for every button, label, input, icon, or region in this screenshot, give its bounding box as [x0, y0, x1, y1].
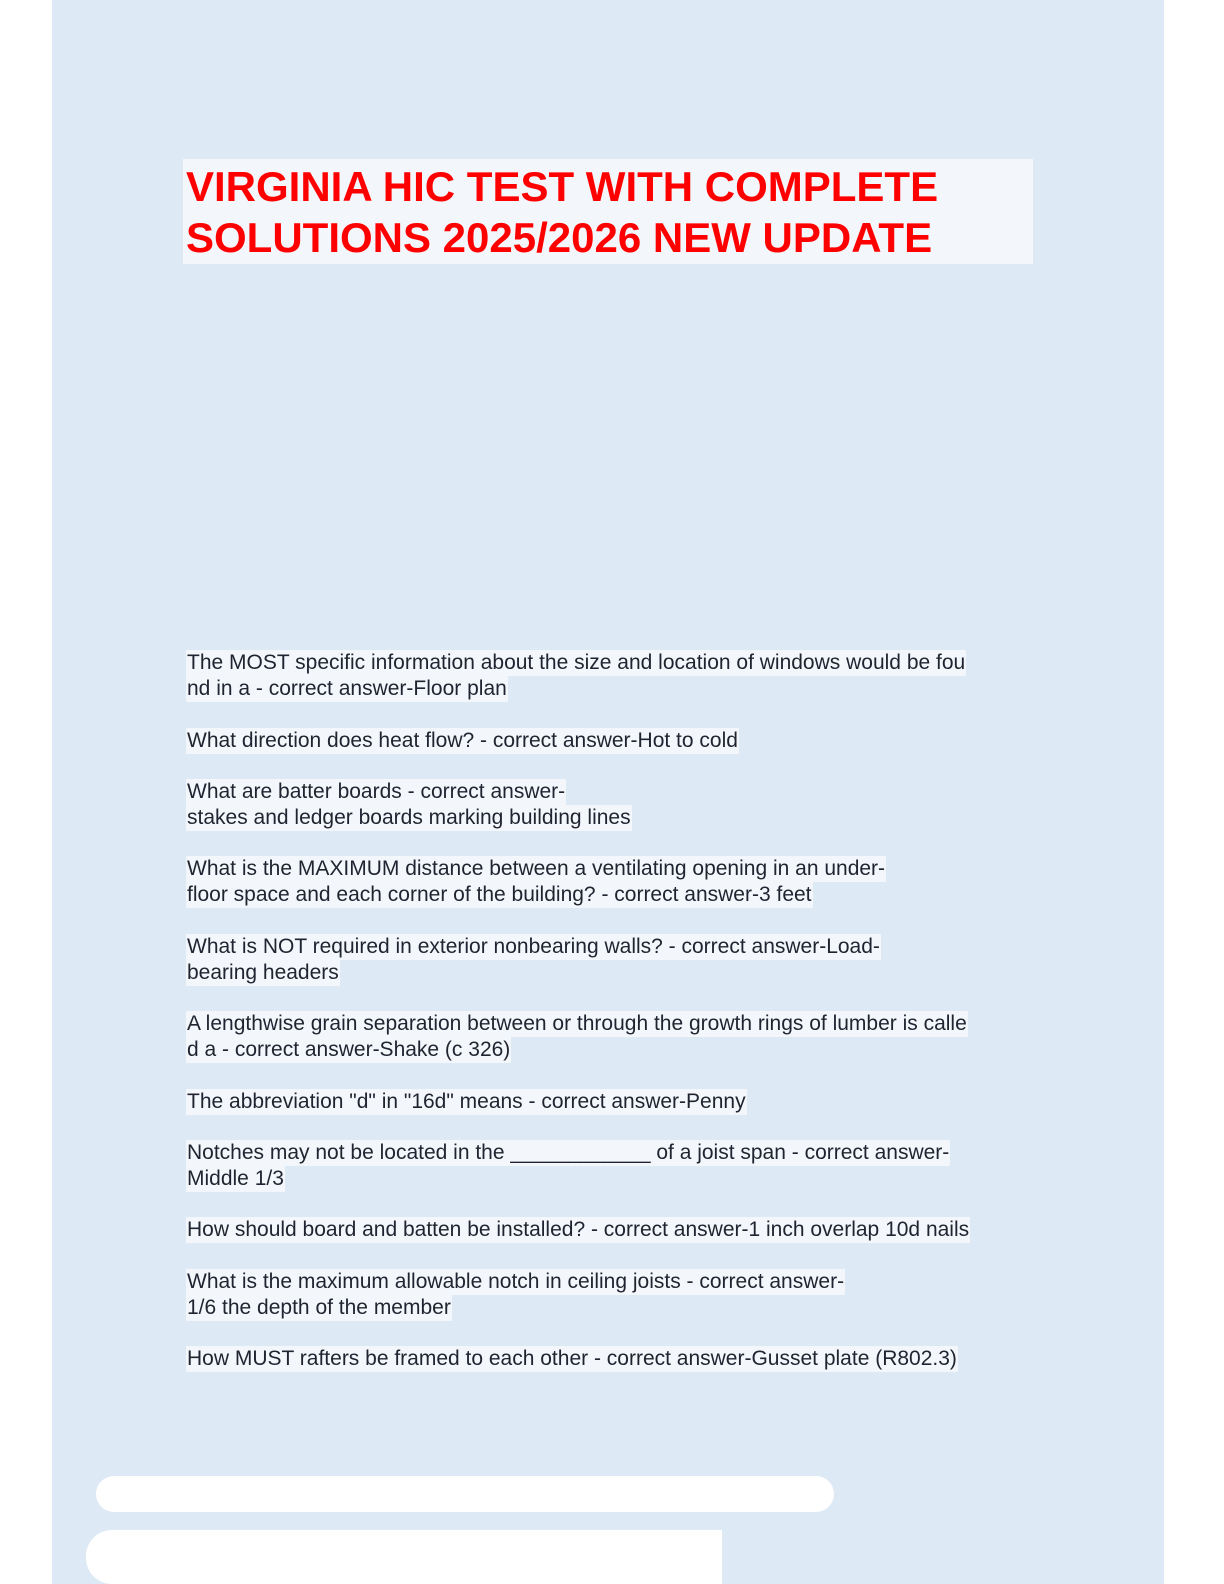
qa-line: How MUST rafters be framed to each other - correct answer-Gusset plate (R802.3): [187, 1347, 957, 1370]
qa-line: The MOST specific information about the size and location of windows would be fou: [187, 651, 966, 674]
qa-line: Notches may not be located in the ____________ of a joist span - correct answer-: [187, 1141, 950, 1164]
qa-line: What is the MAXIMUM distance between a ventilating opening in an under-: [187, 857, 886, 880]
qa-line: A lengthwise grain separation between or through the growth rings of lumber is calle: [187, 1012, 967, 1035]
qa-line: bearing headers: [187, 961, 339, 984]
qa-line: 1/6 the depth of the member: [187, 1296, 451, 1319]
document-title-line-2: SOLUTIONS 2025/2026 NEW UPDATE: [186, 214, 933, 261]
qa-line: d a - correct answer-Shake (c 326): [187, 1038, 511, 1061]
document-title-line-1: VIRGINIA HIC TEST WITH COMPLETE: [186, 163, 939, 210]
qa-line: Middle 1/3: [187, 1167, 284, 1190]
qa-line: What are batter boards - correct answer-: [187, 780, 566, 803]
qa-line: What is NOT required in exterior nonbearing walls? - correct answer-Load-: [187, 935, 880, 958]
qa-line: The abbreviation "d" in "16d" means - correct answer-Penny: [187, 1090, 746, 1113]
redacted-block: [86, 1530, 722, 1584]
qa-line: floor space and each corner of the building? - correct answer-3 feet: [187, 883, 812, 906]
redacted-block: [96, 1476, 834, 1512]
qa-line: stakes and ledger boards marking building lines: [187, 806, 631, 829]
qa-line: nd in a - correct answer-Floor plan: [187, 677, 507, 700]
qa-line: How should board and batten be installed? - correct answer-1 inch overlap 10d nails: [187, 1218, 970, 1241]
qa-line: What direction does heat flow? - correct answer-Hot to cold: [187, 729, 738, 752]
qa-line: What is the maximum allowable notch in ceiling joists - correct answer-: [187, 1270, 845, 1293]
